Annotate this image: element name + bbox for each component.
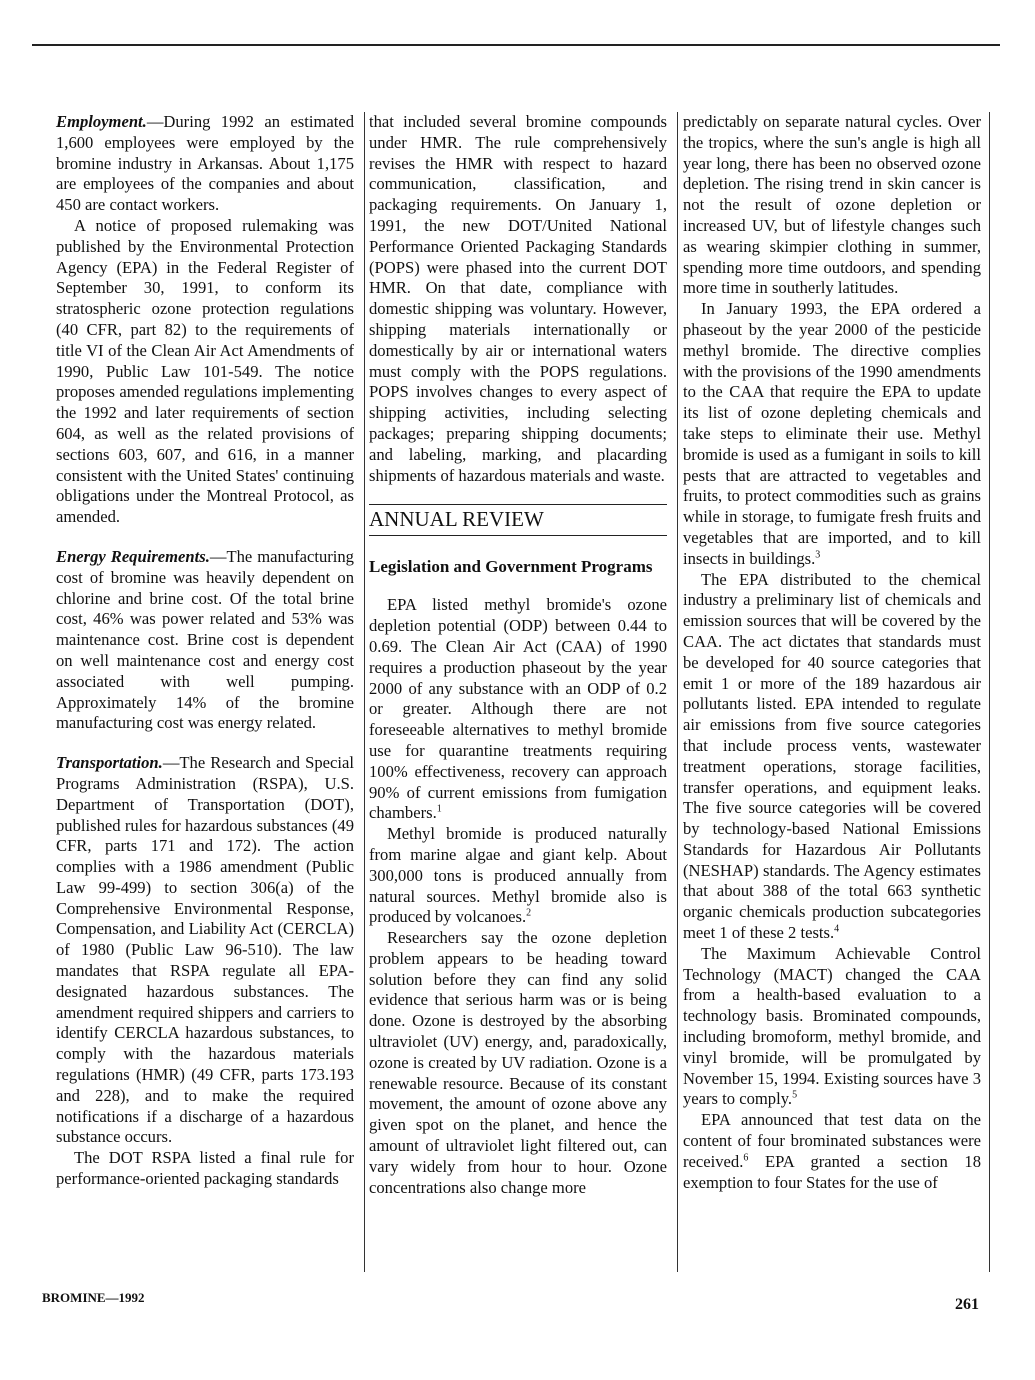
paragraph: that included several bromine compounds under HMR. The rule comprehensively revises the HMR with respect to hazard communication, classification, and packaging requirements. On January 1, 1991, the new DOT/United National Performance Oriented Packaging Standards (POPS) were phased into the current DOT HMR. On that date, compliance with domestic shipping was voluntary. However, shipping materials internationally or domestically by air or international waters must comply with the POPS regulations. POPS involves changes to every aspect of shipping activities, including selecting packages; preparing shipping documents; and labeling, marking, and placarding shipments of hazardous materials and waste.: [369, 112, 667, 485]
paragraph-text: The Maximum Achievable Control Technology (MACT) changed the CAA from a health-based evaluation to a technology basis. Brominated compounds, including bromoform, methyl bromide, and vinyl bromide, will be promulgated by November 15, 1994. Existing sources have 3 years to comply.: [683, 943, 981, 1109]
paragraph-energy: [56, 547, 354, 734]
paragraph: Researchers say the ozone depletion problem appears to be heading toward solution before they can find any solid evidence that serious harm was or is being done. Ozone is destroyed by the absorbing ultraviolet (UV) energy, and, paradoxically, ozone is created by UV radiation. Ozone is a renewable resource. Because of its constant movement, the amount of ozone above any given spot on the planet, and hence the amount of ultraviolet light filtered out, can vary widely from hour to hour. Ozone concentrations also change more: [369, 928, 667, 1197]
paragraph: predictably on separate natural cycles. Over the tropics, where the sun's angle is high all year long, there has been no observed ozone depletion. The rising trend in skin cancer is not the result of ozone depletion or increased UV, but of lifestyle changes such as wearing skimpier clothing in summer, spending more time outdoors, and spending more time in southerly latitudes.: [683, 112, 981, 298]
column-left: [56, 112, 354, 1190]
running-title: BROMINE—1992: [42, 1290, 145, 1305]
column-divider: [989, 112, 990, 1272]
paragraph: A notice of proposed rulemaking was published by the Environmental Protection Agency (EPA) in the Federal Register of September 30, 1991, to conform its stratospheric ozone protection regulations (40 CFR, part 82) to the requirements of title VI of the Clean Air Act Amendments of 1990, Public Law 101-549. The notice proposes amended regulations implementing the 1992 and later requirements of section 604, as well as the related provisions of sections 603, 607, and 616, in a manner consistent with the United States' continuing obligations under the Montreal Protocol, as amended.: [56, 215, 354, 527]
paragraph-text: —During 1992 an estimated 1,600 employees were employed by the bromine industry in Arkansas. About 1,175 are employees of the companies and about 450 are contact workers.: [56, 112, 354, 215]
footnote-ref: 4: [834, 923, 840, 935]
paragraph: [369, 824, 667, 928]
paragraph-text: The EPA distributed to the chemical industry a preliminary list of chemicals and emission sources that will be covered by the CAA. The act dictates that standards must be developed for 40 source categories that emit 1 or more of the 189 hazardous air pollutants listed. EPA intended to regulate air emissions from five source categories that include process vents, wastewater treatment operations, storage facilities, transfer operations, and equipment leaks. The five source categories will be covered by technology-based National Emissions Standards for Hazardous Air Pollutants (NESHAP) standards. The Agency estimates that about 388 of the total 663 synthetic organic chemicals production subcategories meet 1 of these 2 tests.: [683, 569, 981, 943]
paragraph: The DOT RSPA listed a final rule for performance-oriented packaging standards: [56, 1148, 354, 1189]
top-rule: [32, 44, 1000, 46]
footnote-ref: 5: [792, 1089, 798, 1101]
footnote-ref: 2: [526, 907, 532, 919]
paragraph: [369, 595, 667, 824]
paragraph-text: EPA granted a section 18 exemption to four States for the use of: [683, 1151, 981, 1192]
column-middle: [369, 112, 667, 1198]
paragraph: [683, 1110, 981, 1193]
section-heading: ANNUAL REVIEW: [369, 504, 667, 536]
paragraph-transportation: [56, 753, 354, 1148]
column-divider: [364, 112, 365, 1272]
paragraph-text: In January 1993, the EPA ordered a phaseout by the year 2000 of the pesticide methyl bromide. The directive complies with the provisions of the 1990 amendments to the CAA that require the EPA to update its list of ozone depleting chemicals and take steps to eliminate their use. Methyl bromide is used as a fumigant in soils to kill pests that are attracted to vegetables and fruits, to protect commodities such as grains while in storage, to fumigate fresh fruits and vegetables that are imported, and to kill insects in buildings.: [683, 299, 981, 568]
subheading: Legislation and Government Programs: [369, 557, 653, 577]
paragraph-text: —The Research and Special Programs Administration (RSPA), U.S. Department of Transportation (DOT), published rules for hazardous substances (49 CFR, parts 171 and 172). The action complies with a 1986 amendment (Public Law 99-499) to section 306(a) of the Comprehensive Environmental Response, Compensation, and Liability Act (CERCLA) of 1980 (Public Law 96-510). The law mandates that RSPA regulate all EPA-designated hazardous substances. The amendment required shippers and carriers to identify CERCLA hazardous substances, to comply with the hazardous materials regulations (HMR) (49 CFR, parts 173.193 and 228), and to make the required notifications if a discharge of a hazardous substance occurs.: [56, 753, 354, 1147]
paragraph: [683, 944, 981, 1110]
paragraph: [683, 299, 981, 569]
footnote-ref: 6: [743, 1152, 749, 1164]
paragraph-text: Methyl bromide is produced naturally from marine algae and giant kelp. About 300,000 tons is produced annually from natural sources. Methyl bromide also is produced by volcanoes.: [369, 824, 667, 927]
paragraph-employment: [56, 112, 354, 216]
column-divider: [677, 112, 678, 1272]
column-right: [683, 112, 981, 1193]
paragraph: [683, 570, 981, 944]
page-number: 261: [955, 1296, 979, 1313]
paragraph-text: —The manufacturing cost of bromine was heavily dependent on chlorine and brine cost. Of the total brine cost, 46% was power related and 53% was maintenance cost. Brine cost is dependent on well maintenance cost and energy cost associated with well pumping. Approximately 14% of the bromine manufacturing cost was energy related.: [56, 546, 354, 733]
runin-heading: Energy Requirements.: [56, 546, 210, 566]
paragraph-text: EPA announced that test data on the content of four brominated substances were received.: [683, 1110, 981, 1171]
footnote-ref: 3: [815, 549, 821, 561]
runin-heading: Transportation.: [56, 753, 163, 773]
footnote-ref: 1: [436, 803, 442, 815]
runin-heading: Employment.: [56, 112, 147, 131]
paragraph-text: EPA listed methyl bromide's ozone depletion potential (ODP) between 0.44 to 0.69. The Clean Air Act (CAA) of 1990 requires a production phaseout by the year 2000 of any substance with an ODP of 0.2 or greater. Although there are not foreseeable alternatives to methyl bromide use for quarantine treatments requiring 100% effectiveness, recovery can approach 90% of current emissions from fumigation chambers.: [369, 595, 667, 823]
